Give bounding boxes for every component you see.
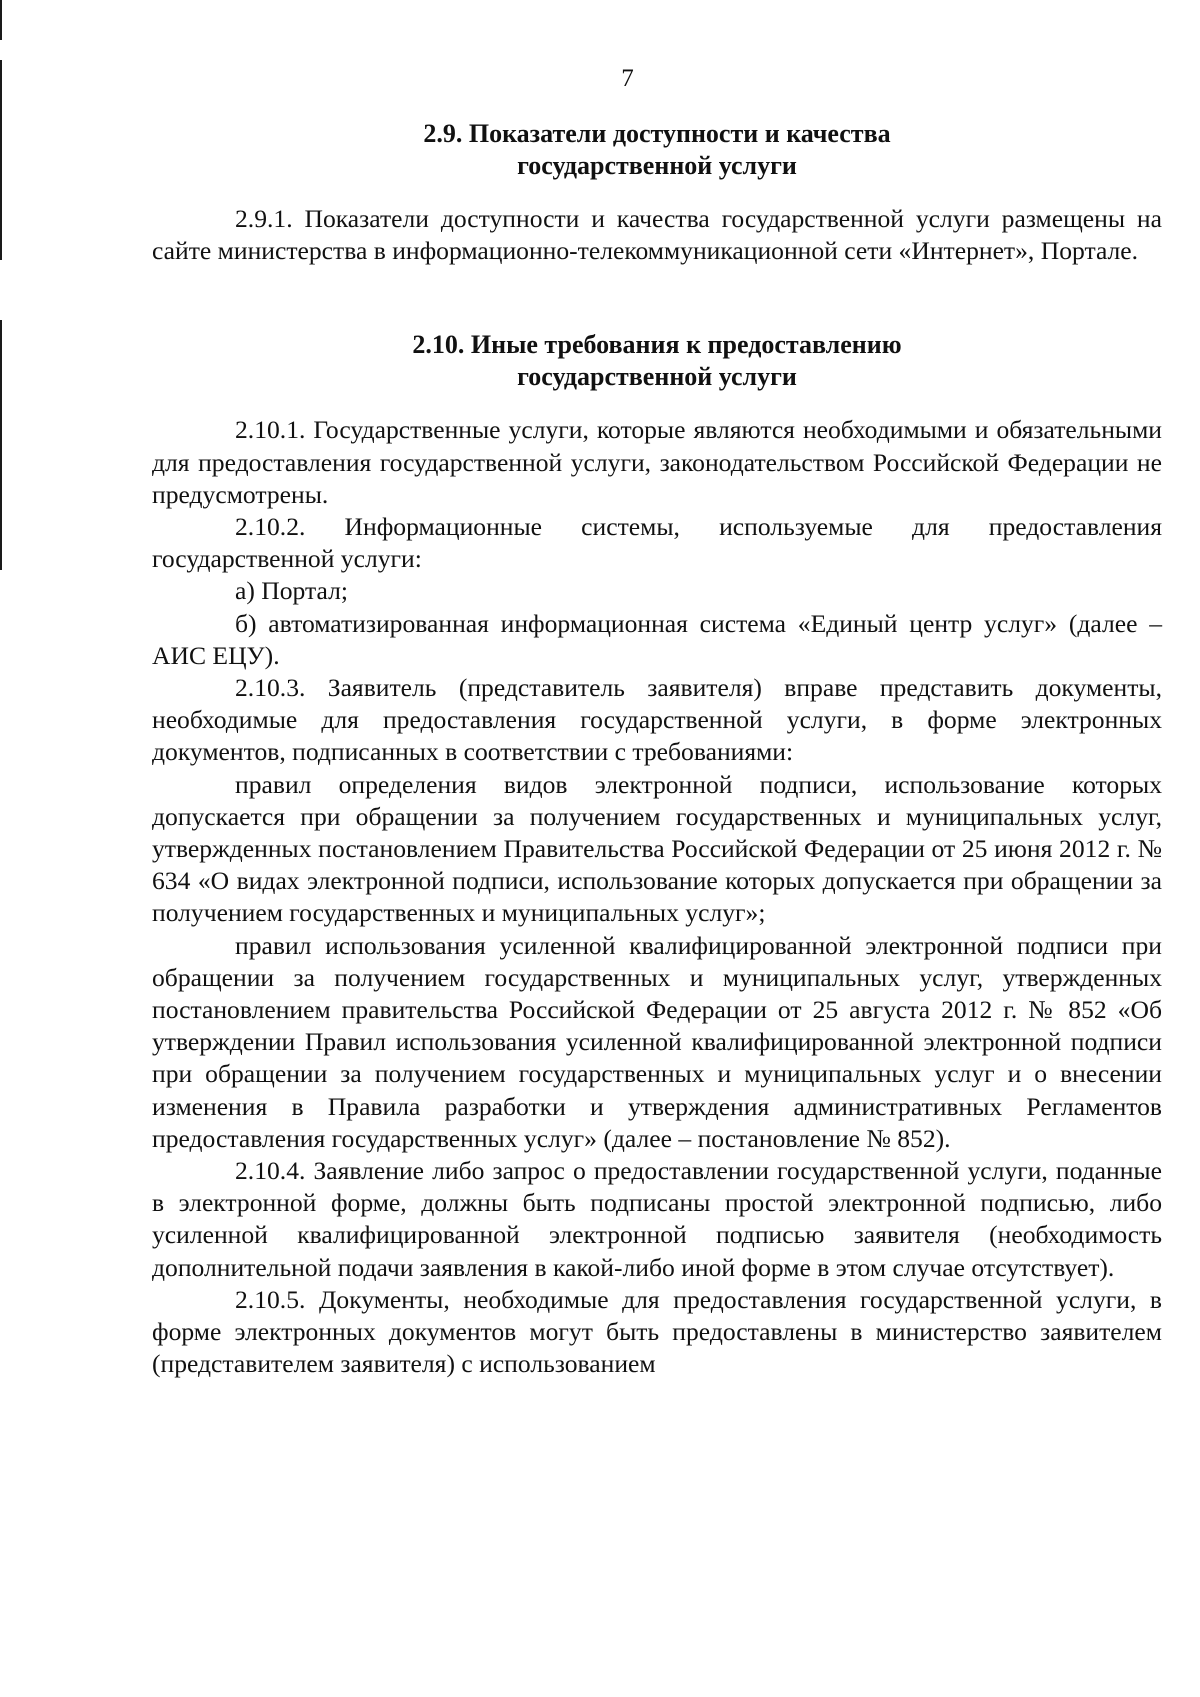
section-heading-2-9 [152,118,1162,182]
heading-line: 2.9. Показатели доступности и качества [423,119,891,148]
paragraph-2-10-3-rule-852: правил использования усиленной квалифицированной электронной подписи при обращении за получением государственных и муниципальных услуг, утвержденных постановлением правительства Российской Федерации от 25 августа 2012 г. № 852 «Об утверждении Правил использования усиленной квалифицированной электронной подписи при обращении за получением государственных и муниципальных услуг и о внесении изменения в Правила разработки и утверждения административных Регламентов предоставления государственных услуг» (далее – постановление № 852). [152,930,1162,1153]
paragraph-2-10-3: 2.10.3. Заявитель (представитель заявителя) вправе представить документы, необходимые для предоставления государственной услуги, в форме электронных документов, подписанных в соответствии с требованиями: [152,673,1162,767]
document-body [152,118,1162,1381]
heading-line: 2.10. Иные требования к предоставлению [412,330,902,360]
paragraph-2-10-1: 2.10.1. Государственные услуги, которые являются необходимыми и обязательными для предоставления государственной услуги, законодательством Российской Федерации не предусмотрены. [152,415,1162,509]
paragraph-2-10-5: 2.10.5. Документы, необходимые для предоставления государственной услуги, в форме электронных документов могут быть предоставлены в министерство заявителем (представителем заявителя) с использованием [152,1284,1162,1379]
paragraph-2-10-4: 2.10.4. Заявление либо запрос о предоставлении государственной услуги, поданные в электронной форме, должны быть подписаны простой электронной подписью, либо усиленной квалифицированной электронной подписью заявителя (необходимость дополнительной подачи заявления в какой-либо иной форме в этом случае отсутствует). [152,1156,1162,1282]
paragraph-2-10-3-rule-634: правил определения видов электронной подписи, использование которых допускается при обращении за получением государственных и муниципальных услуг, утвержденных постановлением Правительства Российской Федерации от 25 июня 2012 г. № 634 «О видах электронной подписи, использование которых допускается при обращении за получением государственных и муниципальных услуг»; [152,769,1162,928]
section-heading-2-10 [152,329,1162,393]
page-number: 7 [621,65,634,92]
list-item-b: б) автоматизированная информационная система «Единый центр услуг» (далее – АИС ЕЦУ). [152,608,1162,670]
paragraph-2-9-1: 2.9.1. Показатели доступности и качества государственной услуги размещены на сайте министерства в информационно-телекоммуникационной сети «Интернет», Портале. [152,204,1162,266]
scan-edge-mark [0,320,2,570]
scan-edge-mark [0,0,2,40]
paragraph-2-10-2: 2.10.2. Информационные системы, используемые для предоставления государственной услуги: [152,512,1162,574]
heading-line: государственной услуги [517,362,797,392]
heading-line: государственной услуги [517,151,797,180]
list-item-a: а) Портал; [235,576,348,606]
